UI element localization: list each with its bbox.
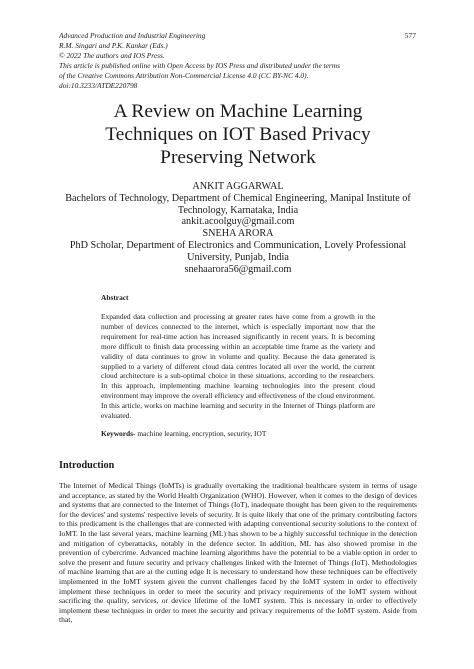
author-affiliation: Technology, Karnataka, India bbox=[177, 204, 299, 216]
title-line: Techniques on IOT Based Privacy bbox=[105, 124, 371, 145]
header-line: Advanced Production and Industrial Engineering bbox=[59, 31, 206, 40]
author-email: snehaarora56@gmail.com bbox=[184, 263, 292, 275]
author-affiliation: University, Punjab, India bbox=[187, 251, 289, 263]
header-line: R.M. Singari and P.K. Kankar (Eds.) bbox=[59, 41, 168, 50]
header-line: This article is published online with Open Access by IOS Press and distributed under the terms bbox=[59, 61, 341, 70]
author-name: SNEHA ARORA bbox=[202, 228, 274, 240]
author-email: ankit.acoolguy@gmail.com bbox=[181, 216, 295, 228]
abstract-body: Expanded data collection and processing at greater rates have come from a growth in the number of devices connected to the internet, which is especially important now that the requirement for real-time action has increased significantly in recent years. It is becoming more difficult to finish data processing within an acceptable time frame as the variety and validity of data continues to grow in volume and quality. Because the data generated is supplied to a variety of different cloud data centres located all over the world, the current cloud architecture is a sub-optimal choice in these situations, according to the researchers. In this approach, implementing machine learning technologies into the present cloud environment may improve the overall efficiency and effectiveness of the cloud environment. In this article, works on machine learning and security in the Internet of Things platform are evaluated. bbox=[101, 312, 375, 421]
paper-title bbox=[40, 100, 436, 169]
header-line: © 2022 The authors and IOS Press. bbox=[59, 51, 165, 60]
keywords-list: machine learning, encryption, security, IOT bbox=[135, 428, 267, 438]
author-block bbox=[40, 181, 436, 275]
keywords bbox=[101, 429, 375, 439]
abstract-heading: Abstract bbox=[101, 293, 129, 302]
title-line: A Review on Machine Learning bbox=[113, 101, 363, 122]
keywords-label: Keywords- bbox=[101, 428, 136, 438]
header-line: doi:10.3233/ATDE220798 bbox=[59, 81, 138, 90]
publication-header bbox=[59, 31, 419, 91]
introduction-heading: Introduction bbox=[59, 460, 115, 471]
author-affiliation: PhD Scholar, Department of Electronics and Communication, Lovely Professional bbox=[69, 239, 407, 251]
title-line: Preserving Network bbox=[160, 147, 316, 168]
author-name: ANKIT AGGARWAL bbox=[192, 181, 284, 192]
header-line: of the Creative Commons Attribution Non-Commercial License 4.0 (CC BY-NC 4.0). bbox=[59, 71, 309, 80]
introduction-body: The Internet of Medical Things (IoMTs) is gradually overtaking the traditional healthcare system in terms of usage and acceptance, as stated by the World Health Organization (WHO). However, when it comes to the design of devices and systems that are connected to the Internet of Things (IoT), inadequate thought has been given to the requirements for the devices' and systems' respective levels of security. It is quite likely that one of the primary contributing factors to this predicament is the challenges that are connected with adapting conventional security solutions to the context of IoMT. In the last several years, machine learning (ML) has shown to be a highly successful technique in the detection and mitigation of cyberattacks, notably in the defence sector. In addition, ML has also showed promise in the prevention of cybercrime. Advanced machine learning algorithms have the potential to be a viable option in order to solve the present and future security and privacy challenges linked with the Internet of Things (IoT). Methodologies of machine learning that are at the cutting edge It is necessary to understand how these techniques can be effectively implemented in the IoMT system given the current challenges faced by the IoMT system in order to effectively implement these techniques in order to meet the security and privacy requirements of the IoMT system without sacrificing the quality, services, or device lifetime of the IoMT system. This is necessary in order to effectively implement these techniques in order to meet the security and privacy requirements of the IoMT system. Aside from that, bbox=[59, 481, 417, 625]
abstract-section bbox=[101, 293, 375, 439]
page-number: 577 bbox=[404, 31, 416, 40]
author-affiliation: Bachelors of Technology, Department of Chemical Engineering, Manipal Institute of bbox=[65, 192, 411, 204]
